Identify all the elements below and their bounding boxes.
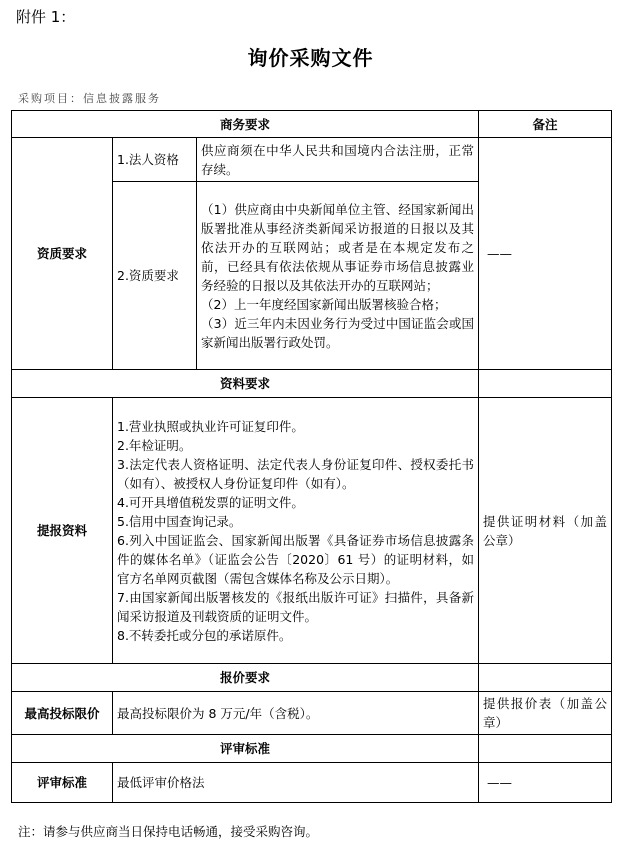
materials-item: 4.可开具增值税发票的证明文件。 [117, 494, 304, 510]
procurement-table [11, 110, 612, 803]
footnote: 注：请参与供应商当日保持电话畅通，接受采购咨询。 [18, 824, 319, 839]
legal-person-label: 1.法人资格 [113, 138, 197, 182]
max-price-content: 最高投标限价为 8 万元/年（含税）。 [113, 692, 479, 735]
max-price-remark: 提供报价表（加盖公章） [479, 692, 612, 735]
qualification-req-item-3: （3）近三年内未因业务行为受过中国证监会或国家新闻出版署行政处罚。 [201, 315, 474, 350]
materials-item: 2.年检证明。 [117, 437, 192, 453]
header-evaluation: 评审标准 [12, 735, 479, 763]
header-evaluation-remark [479, 735, 612, 763]
materials-item: 8.不转委托或分包的承诺原件。 [117, 627, 292, 643]
evaluation-remark: —— [479, 763, 612, 803]
materials-remark: 提供证明材料（加盖公章） [479, 398, 612, 664]
header-materials: 资料要求 [12, 370, 479, 398]
header-quote: 报价要求 [12, 664, 479, 692]
header-remark: 备注 [479, 111, 612, 138]
qualification-req-item-2: （2）上一年度经国家新闻出版署核验合格； [201, 296, 447, 312]
header-business: 商务要求 [12, 111, 479, 138]
qualification-remark: —— [479, 138, 612, 370]
materials-list [113, 398, 479, 664]
header-materials-remark [479, 370, 612, 398]
materials-item: 7.由国家新闻出版署核发的《报纸出版许可证》扫描件，具备新闻采访报道及刊载资质的证明文件。 [117, 589, 474, 624]
project-name: 采购项目：信息披露服务 [18, 92, 161, 105]
qualification-req-content [197, 182, 479, 370]
materials-item: 5.信用中国查询记录。 [117, 513, 242, 529]
evaluation-content: 最低评审价格法 [113, 763, 479, 803]
materials-label: 提报资料 [12, 398, 113, 664]
evaluation-label: 评审标准 [12, 763, 113, 803]
attachment-label: 附件 1： [16, 8, 76, 26]
header-quote-remark [479, 664, 612, 692]
qualification-label: 资质要求 [12, 138, 113, 370]
legal-person-content: 供应商须在中华人民共和国境内合法注册，正常存续。 [197, 138, 479, 182]
materials-item: 1.营业执照或执业许可证复印件。 [117, 418, 304, 434]
document-title: 询价采购文件 [247, 46, 374, 70]
max-price-label: 最高投标限价 [12, 692, 113, 735]
materials-item: 3.法定代表人资格证明、法定代表人身份证复印件、授权委托书（如有）、被授权人身份证复印件（如有）。 [117, 456, 474, 491]
materials-item: 6.列入中国证监会、国家新闻出版署《具备证券市场信息披露条件的媒体名单》（证监会公告〔2020〕61 号）的证明材料，如官方名单网页截图（需包含媒体名称及公示日期）。 [117, 532, 474, 586]
qualification-req-label: 2.资质要求 [113, 182, 197, 370]
qualification-req-item-1: （1）供应商由中央新闻单位主管、经国家新闻出版署批准从事经济类新闻采访报道的日报以及其依法开办的互联网站；或者是在本规定发布之前，已经具有依法依规从事证券市场信息披露业务经验的日报以及其依法开办的互联网站； [201, 201, 474, 293]
